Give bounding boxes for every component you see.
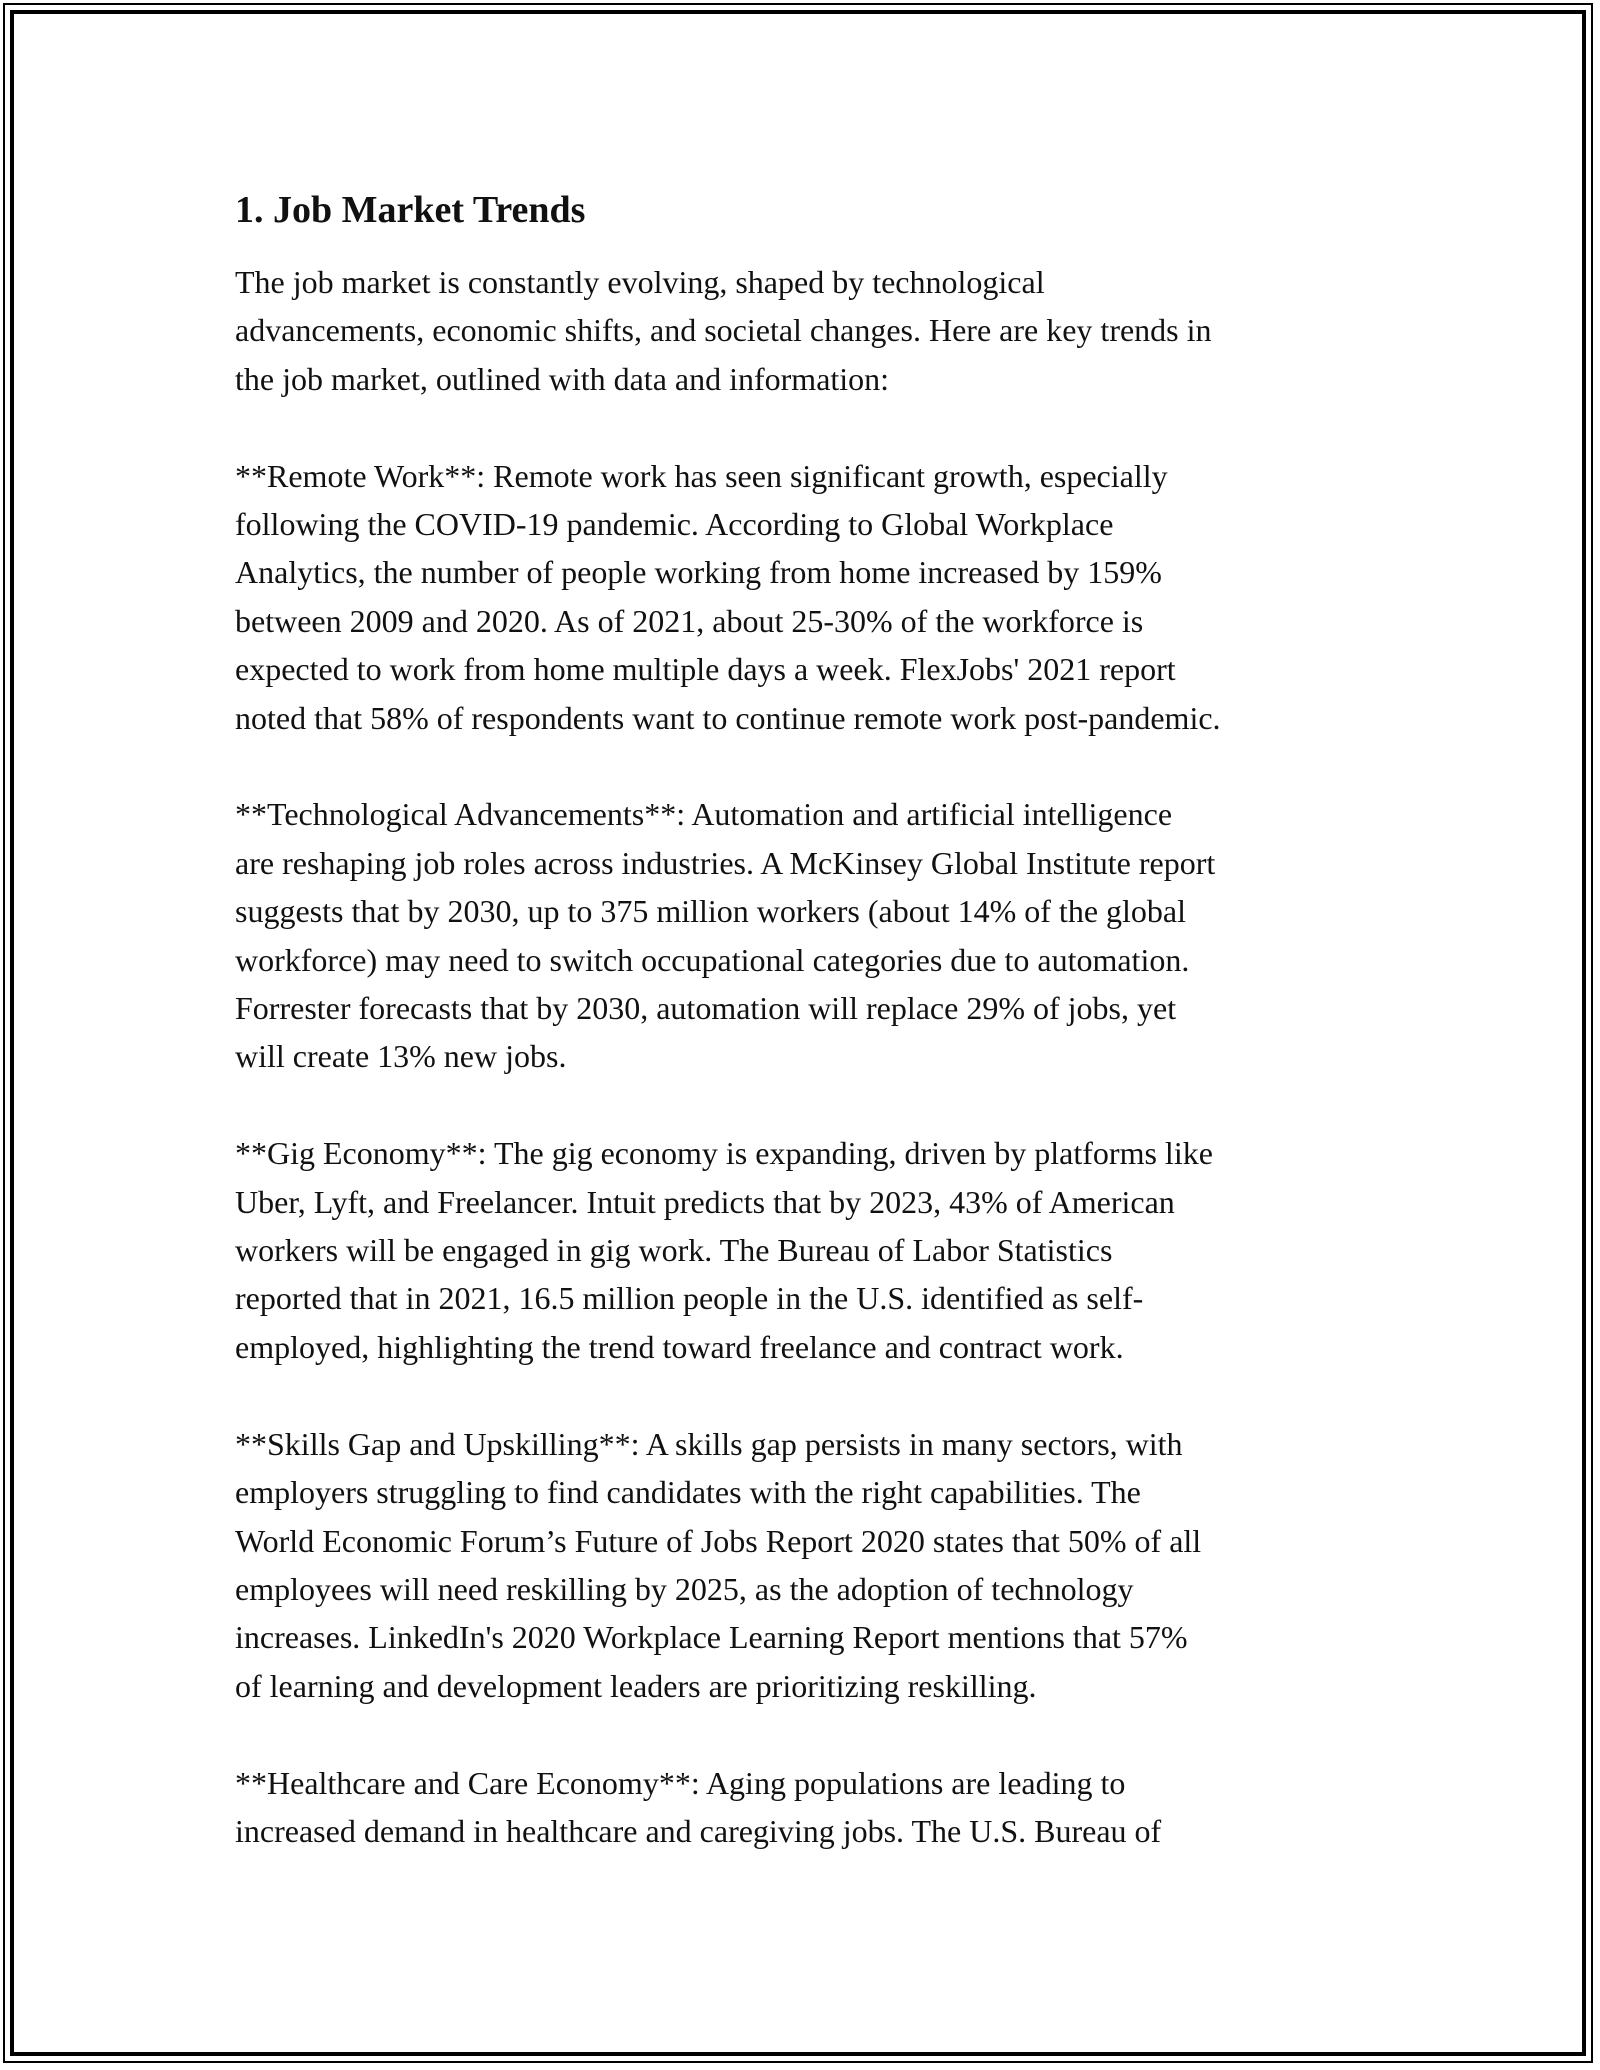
section-heading: 1. Job Market Trends [235,189,586,231]
text-line: following the COVID-19 pandemic. According to Global Workplace [235,506,1114,543]
paragraph-remote-work [235,452,1395,742]
text-line: expected to work from home multiple days a week. FlexJobs' 2021 report [235,651,1176,688]
document-body [235,186,1395,1904]
text-line: employees will need reskilling by 2025, as the adoption of technology [235,1570,1134,1607]
text-line: noted that 58% of respondents want to continue remote work post-pandemic. [235,699,1221,736]
text-line: employers struggling to find candidates with the right capabilities. The [235,1474,1141,1511]
text-line: workforce) may need to switch occupational categories due to automation. [235,941,1190,978]
text-line: Analytics, the number of people working from home increased by 159% [235,554,1162,591]
paragraph-intro [235,258,1395,403]
text-line: **Gig Economy**: The gig economy is expanding, driven by platforms like [235,1135,1213,1172]
text-line: reported that in 2021, 16.5 million people in the U.S. identified as self- [235,1280,1144,1317]
paragraph-gig-economy [235,1129,1395,1371]
text-line: the job market, outlined with data and information: [235,360,890,397]
text-line: workers will be engaged in gig work. The Bureau of Labor Statistics [235,1232,1113,1269]
text-line: of learning and development leaders are prioritizing reskilling. [235,1667,1037,1704]
paragraph-healthcare [235,1759,1395,1856]
text-line: advancements, economic shifts, and societal changes. Here are key trends in [235,312,1212,349]
text-line: **Skills Gap and Upskilling**: A skills gap persists in many sectors, with [235,1425,1183,1462]
text-line: suggests that by 2030, up to 375 million workers (about 14% of the global [235,893,1186,930]
paragraph-skills-gap [235,1420,1395,1710]
text-line: will create 13% new jobs. [235,1038,567,1075]
text-line: increased demand in healthcare and caregiving jobs. The U.S. Bureau of [235,1812,1162,1849]
text-line: World Economic Forum’s Future of Jobs Report 2020 states that 50% of all [235,1522,1202,1559]
paragraph-technological-advancements [235,790,1395,1080]
text-line: employed, highlighting the trend toward freelance and contract work. [235,1328,1124,1365]
text-line: Forrester forecasts that by 2030, automation will replace 29% of jobs, yet [235,990,1177,1027]
text-line: are reshaping job roles across industries. A McKinsey Global Institute report [235,844,1216,881]
text-line: The job market is constantly evolving, shaped by technological [235,264,1045,300]
text-line: Uber, Lyft, and Freelancer. Intuit predicts that by 2023, 43% of American [235,1183,1175,1220]
text-line: **Healthcare and Care Economy**: Aging populations are leading to [235,1764,1126,1801]
text-line: between 2009 and 2020. As of 2021, about 25-30% of the workforce is [235,602,1144,639]
paragraph-container [235,258,1395,1855]
text-line: **Remote Work**: Remote work has seen significant growth, especially [235,457,1168,494]
text-line: increases. LinkedIn's 2020 Workplace Learning Report mentions that 57% [235,1619,1188,1656]
text-line: **Technological Advancements**: Automation and artificial intelligence [235,796,1173,833]
